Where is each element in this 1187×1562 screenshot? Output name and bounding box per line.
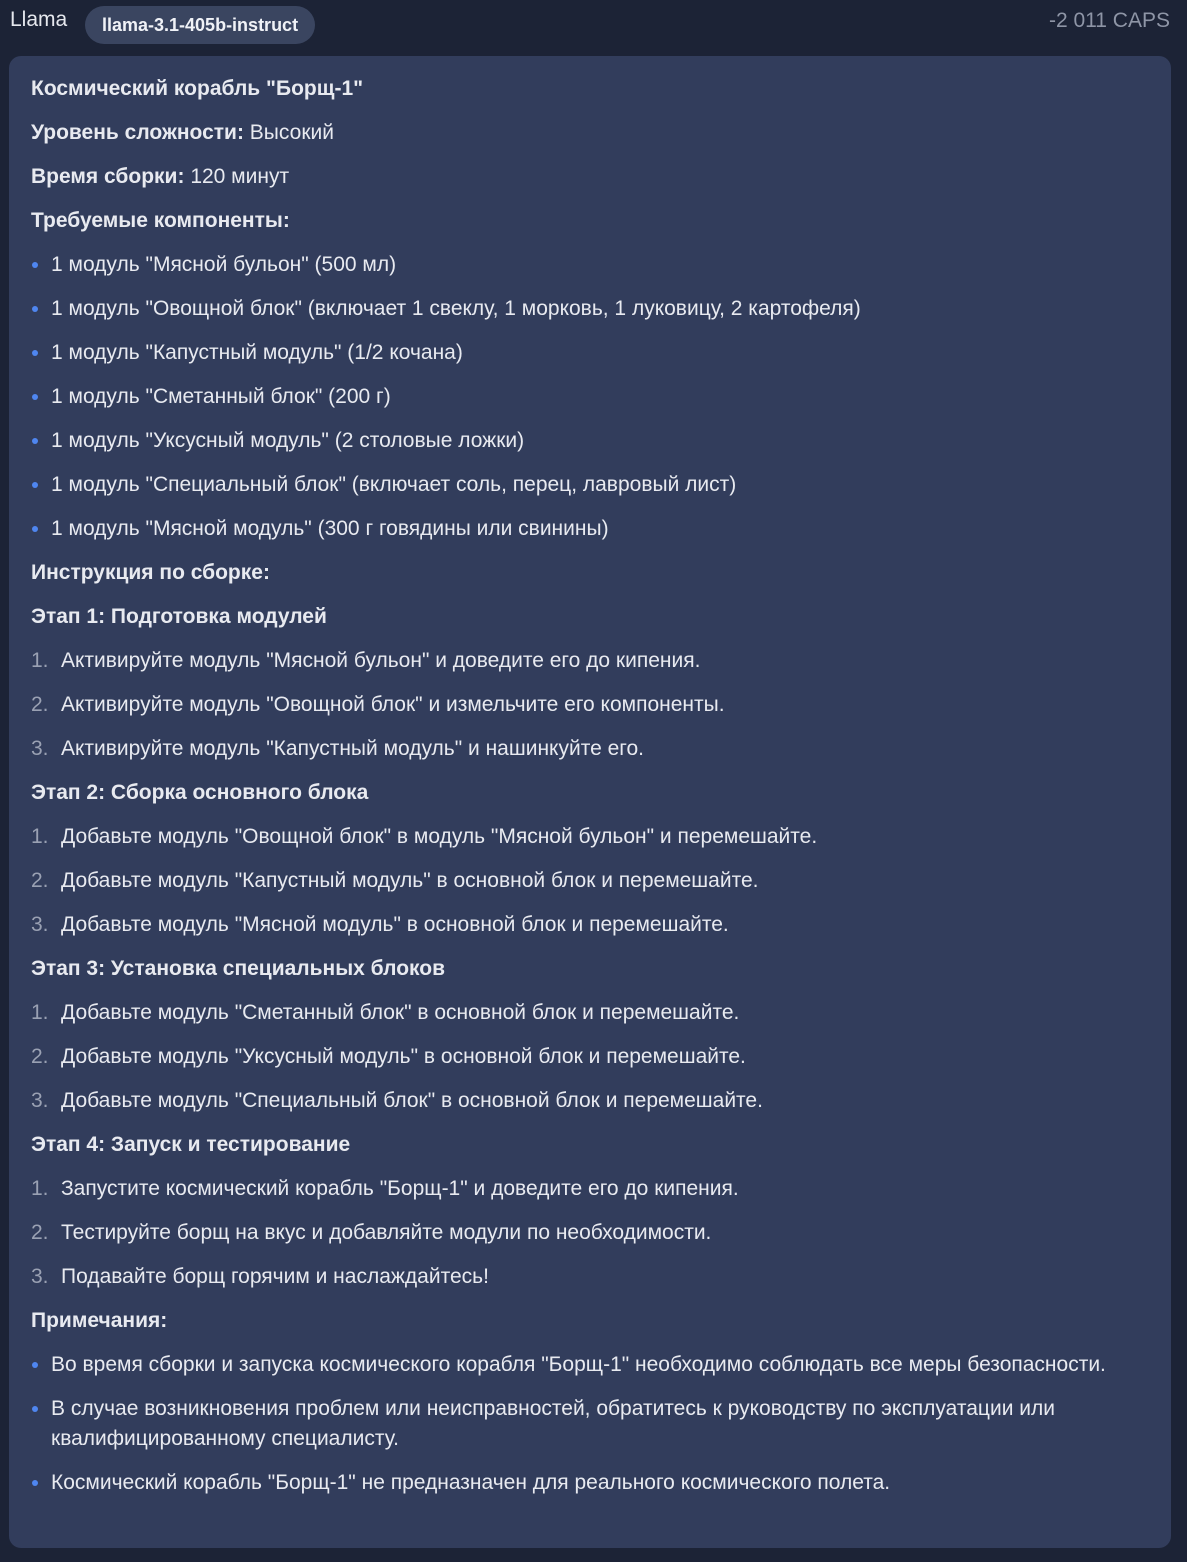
step-item: [31, 646, 1149, 676]
step-item: [31, 910, 1149, 940]
step-number: 3.: [31, 1265, 49, 1288]
step-number: 3.: [31, 1089, 49, 1112]
message-header: [0, 0, 1187, 48]
stage-steps: [31, 998, 1149, 1116]
step-item: [31, 822, 1149, 852]
step-text: Добавьте модуль "Капустный модуль" в основной блок и перемешайте.: [61, 869, 759, 892]
time-line: [31, 162, 1149, 192]
list-item: [31, 514, 1149, 544]
list-item-text: 1 модуль "Мясной бульон" (500 мл): [51, 253, 397, 276]
step-text: Добавьте модуль "Мясной модуль" в основной блок и перемешайте.: [61, 913, 729, 936]
stage-steps: [31, 646, 1149, 764]
list-item: [31, 294, 1149, 324]
notes-heading: Примечания:: [31, 1309, 168, 1332]
list-item: [31, 382, 1149, 412]
time-value: 120 минут: [190, 165, 290, 188]
step-number: 1.: [31, 1177, 49, 1200]
step-text: Добавьте модуль "Овощной блок" в модуль "Мясной бульон" и перемешайте.: [61, 825, 818, 848]
bullet-icon: [32, 350, 38, 356]
bullet-icon: [32, 482, 38, 488]
list-item-text: В случае возникновения проблем или неисправностей, обратитесь к руководству по эксплуатации или квалифицированному специалисту.: [51, 1397, 1055, 1450]
bullet-icon: [32, 394, 38, 400]
stage-title: Этап 1: Подготовка модулей: [31, 605, 327, 628]
list-item-text: 1 модуль "Овощной блок" (включает 1 свеклу, 1 морковь, 1 луковицу, 2 картофеля): [51, 297, 861, 320]
step-text: Тестируйте борщ на вкус и добавляйте модули по необходимости.: [61, 1221, 712, 1244]
instructions-heading: Инструкция по сборке:: [31, 561, 270, 584]
list-item-text: 1 модуль "Уксусный модуль" (2 столовые ложки): [51, 429, 525, 452]
difficulty-line: [31, 118, 1149, 148]
bullet-icon: [32, 306, 38, 312]
step-number: 1.: [31, 649, 49, 672]
step-number: 2.: [31, 869, 49, 892]
step-item: [31, 1042, 1149, 1072]
step-item: [31, 1262, 1149, 1292]
step-item: [31, 1218, 1149, 1248]
components-list: [31, 250, 1149, 544]
step-text: Активируйте модуль "Капустный модуль" и нашинкуйте его.: [61, 737, 644, 760]
step-text: Запустите космический корабль "Борщ-1" и доведите его до кипения.: [61, 1177, 739, 1200]
model-badge[interactable]: llama-3.1-405b-instruct: [85, 6, 315, 44]
step-item: [31, 998, 1149, 1028]
list-item: [31, 338, 1149, 368]
step-item: [31, 866, 1149, 896]
bullet-icon: [32, 526, 38, 532]
step-text: Активируйте модуль "Овощной блок" и измельчите его компоненты.: [61, 693, 725, 716]
step-item: [31, 1174, 1149, 1204]
step-item: [31, 734, 1149, 764]
list-item-text: Космический корабль "Борщ-1" не предназначен для реального космического полета.: [51, 1471, 891, 1494]
step-text: Добавьте модуль "Специальный блок" в основной блок и перемешайте.: [61, 1089, 763, 1112]
list-item: [31, 1350, 1149, 1380]
list-item: [31, 426, 1149, 456]
bullet-icon: [32, 1406, 38, 1412]
list-item: [31, 470, 1149, 500]
difficulty-label: Уровень сложности:: [31, 121, 244, 144]
list-item-text: 1 модуль "Сметанный блок" (200 г): [51, 385, 391, 408]
list-item-text: 1 модуль "Мясной модуль" (300 г говядины или свинины): [51, 517, 609, 540]
components-heading: Требуемые компоненты:: [31, 209, 290, 232]
list-item-text: Во время сборки и запуска космического корабля "Борщ-1" необходимо соблюдать все меры безопасности.: [51, 1353, 1106, 1376]
step-item: [31, 690, 1149, 720]
list-item-text: 1 модуль "Капустный модуль" (1/2 кочана): [51, 341, 463, 364]
step-number: 1.: [31, 1001, 49, 1024]
stage-steps: [31, 822, 1149, 940]
step-number: 1.: [31, 825, 49, 848]
step-number: 3.: [31, 737, 49, 760]
step-text: Активируйте модуль "Мясной бульон" и доведите его до кипения.: [61, 649, 701, 672]
notes-list: [31, 1350, 1149, 1498]
recipe-title: Космический корабль "Борщ-1": [31, 77, 364, 100]
bullet-icon: [32, 1480, 38, 1486]
list-item: [31, 250, 1149, 280]
caps-counter: -2 011 CAPS: [1048, 9, 1170, 32]
step-item: [31, 1086, 1149, 1116]
bullet-icon: [32, 438, 38, 444]
message-bubble: [9, 56, 1171, 1548]
bullet-icon: [32, 1362, 38, 1368]
list-item: [31, 1468, 1149, 1498]
stage-title: Этап 2: Сборка основного блока: [31, 781, 369, 804]
step-number: 2.: [31, 693, 49, 716]
step-number: 2.: [31, 1221, 49, 1244]
time-label: Время сборки:: [31, 165, 185, 188]
stage-title: Этап 4: Запуск и тестирование: [31, 1133, 351, 1156]
step-text: Подавайте борщ горячим и наслаждайтесь!: [61, 1265, 489, 1288]
bullet-icon: [32, 262, 38, 268]
difficulty-value: Высокий: [249, 121, 334, 144]
step-text: Добавьте модуль "Сметанный блок" в основной блок и перемешайте.: [61, 1001, 740, 1024]
step-number: 3.: [31, 913, 49, 936]
step-number: 2.: [31, 1045, 49, 1068]
step-text: Добавьте модуль "Уксусный модуль" в основной блок и перемешайте.: [61, 1045, 746, 1068]
author-name: Llama: [10, 8, 68, 31]
stage-steps: [31, 1174, 1149, 1292]
stage-title: Этап 3: Установка специальных блоков: [31, 957, 445, 980]
list-item: [31, 1394, 1149, 1454]
list-item-text: 1 модуль "Специальный блок" (включает соль, перец, лавровый лист): [51, 473, 737, 496]
